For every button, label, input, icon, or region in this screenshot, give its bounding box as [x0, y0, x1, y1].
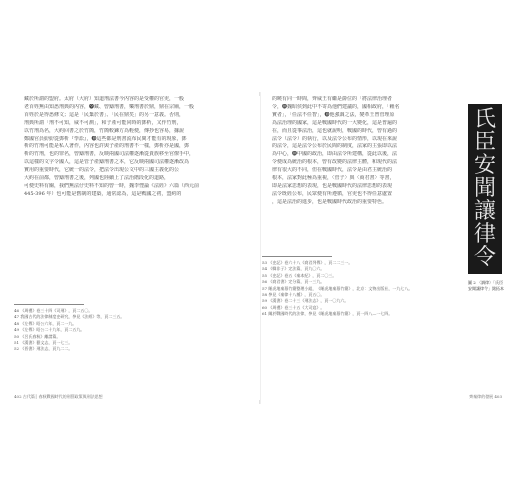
body-line: 鄭國官員紛紛從鄧析『學訟』，❿這些都是刑書流布民間才能有的現象，鄧 — [24, 135, 187, 142]
inscription-rubbing-figure — [468, 104, 502, 274]
body-line: 的法令，這是法令公布於民間的制度，法家的主張即以法 — [272, 143, 398, 150]
figure-caption: 圖 2 〈調律〉「氏臣安聞讓律令」銘拓本 — [468, 280, 504, 291]
body-line: 析的竹刑，也的罪名，曾鑄刑書，反映兩國司法權逐漸從貴族移至官僚手中， — [24, 151, 195, 158]
body-line: 法令（法令）的執行，以及法令公布的情形，以現在來說 — [272, 135, 398, 142]
inscription-glyph: 讓 — [473, 199, 496, 225]
footnote: 59 《漢書》卷二十三《刑法志》，頁一〇九六。 — [262, 298, 349, 304]
body-line: 為中心，❿中國的政治，即由法令所建構，從此以後，法 — [272, 151, 398, 158]
footnote: 49 《左傳》昭公二十九年，頁二五九。 — [14, 327, 85, 333]
body-line: 445-396 年）也可能是舊制的建築，通常認為，這是戰國之初，盟約的 — [24, 190, 182, 197]
left-page — [14, 96, 260, 400]
footnote: 55 《史記》卷五《秦本紀》，頁二〇三。 — [262, 272, 337, 278]
footnote: 51 《漢書》藝文志，頁一七三。 — [14, 340, 73, 346]
footnote-rule — [14, 304, 84, 305]
body-line: 老百姓無由知悉刑典的內容，❾藏、曾鑄刑書，樂刑書於鼎，鼎在宗廟，一般 — [24, 103, 195, 110]
body-line: 即是法家思想的表現，也是戰國時代的法律思想的表現 — [272, 182, 393, 189]
body-line: 大約在前都，曾鑄刑書之後，列國也陸續上了法治階段化的道路， — [24, 175, 170, 182]
body-line: 實者」，「任法不任智」，❿他強調之法，變革王曾管理原 — [272, 111, 395, 118]
left-folio: 402 古代篇│ 春秋戰國時代的刑罰政策與刑法思想 — [14, 394, 103, 399]
inscription-glyph: 安 — [473, 152, 496, 178]
body-line: ，這是法治的進步，也是戰國時代政治的重要特色。 — [272, 198, 388, 205]
footnote: 53 《史記》卷六十八《商君列傳》，頁二二三一。 — [262, 260, 353, 265]
body-line: 令，❿魏昭侯到此中不寄為他們建議的，國相政府，「賴名 — [272, 103, 400, 110]
left-footnotes — [14, 304, 246, 353]
footnote: 61 關於戰國時代的法律，參見《睡虎地秦墓竹簡》，頁一四八—一七四。 — [262, 311, 393, 317]
footnote: 58 參見《秦律十八種》，頁五〇。 — [262, 292, 325, 298]
right-page — [262, 96, 508, 400]
right-folio: 齊秦律的發展 403 — [469, 394, 502, 399]
footnote: 47 我國古代的法律制度史研究，參見《法經》等，頁二三五。 — [14, 314, 125, 320]
footnote: 57 睡虎地秦墓竹簡整理小組，《睡虎地秦墓竹簡》，北京：文物出版社，一九七八。 — [262, 285, 413, 291]
body-line: 的曉有同一時間，齊威王有繼是爵位的「將法律治理者 — [272, 96, 393, 102]
body-line: 實用的重要時代，它統一的法令，把法令出現公文中的三國主義化的公 — [24, 167, 180, 174]
footnote: 60 《周禮》卷三十五《大司寇》。 — [262, 304, 325, 310]
body-line: 律有很大的不同，但在戰國時代，法令是由君主統治的 — [272, 167, 393, 174]
footnote: 46 《周禮》卷三十四《司刑》，頁二五〇。 — [14, 308, 93, 313]
inscription-glyph: 臣 — [473, 129, 496, 155]
footnote-rule — [262, 256, 332, 257]
inscription-glyph: 令 — [473, 245, 496, 271]
left-body-text — [14, 96, 246, 199]
body-line: 法令既經公布，民眾便有所遵循，官吏也不得任意處置 — [272, 190, 393, 197]
body-line: 析的竹刑可能是私人著作，內容也許與子產的刑書不一樣，鄧析亦是國，鄧 — [24, 143, 190, 150]
footnote: 56 《商君書》定分篇，頁一三九。 — [262, 279, 325, 285]
footnote: 52 《晉書》刑法志，頁九二二。 — [14, 346, 73, 352]
body-line: 刑典所謂「刑不可知，威不可測」，和子產可能同時的鄧析，又作竹刑， — [24, 119, 182, 126]
inscription-glyph: 聞 — [473, 175, 496, 201]
body-line: 在，而且從事法治，這也就說明，戰國的時代，曾有過的 — [272, 127, 398, 134]
body-line: 以竹刑為名，大約回書之於竹簡，竹簡較鍊方為輕便，傳抄也容易，據說 — [24, 127, 185, 134]
body-line: 以這樣的文字令國人，這是管子產鑄刑書之本，它反映兩國司法權逐漸改為 — [24, 159, 190, 166]
body-line: 百姓於是得悉條文；這是「民棄於書」、「民在鼎矣」的另一意義。否則， — [24, 111, 185, 118]
right-footnotes — [262, 256, 460, 318]
right-body-text — [262, 96, 458, 207]
body-line: 為法治理的國家，這是戰國時代的一大變化，這是普遍的 — [272, 119, 398, 126]
inscription-glyph: 氏 — [473, 106, 496, 132]
body-line: 藏於所謂的盟府。太府（大府）知道刑法書今內容的是受權的官吏，一般 — [24, 96, 185, 102]
body-line: 根本，法家對此極為重視，〈管子〉與〈商君書〉等書， — [272, 175, 395, 182]
body-line: 可便史料有關，我們無法仔史料不知的曾一時，魏李悝論《法經》六篇（西元前 — [24, 182, 200, 189]
footnote: 54 《韓非子》定法篇，頁九〇六。 — [262, 266, 325, 272]
footnote: 48 《左傳》昭公六年，頁二一九。 — [14, 320, 77, 326]
footnote: 50 《呂氏春秋》離謂篇。 — [14, 333, 61, 339]
inscription-glyph: 律 — [473, 222, 496, 248]
body-line: 令便成為統治的根本，曾有改變的法律主體，和現代的法 — [272, 159, 398, 166]
